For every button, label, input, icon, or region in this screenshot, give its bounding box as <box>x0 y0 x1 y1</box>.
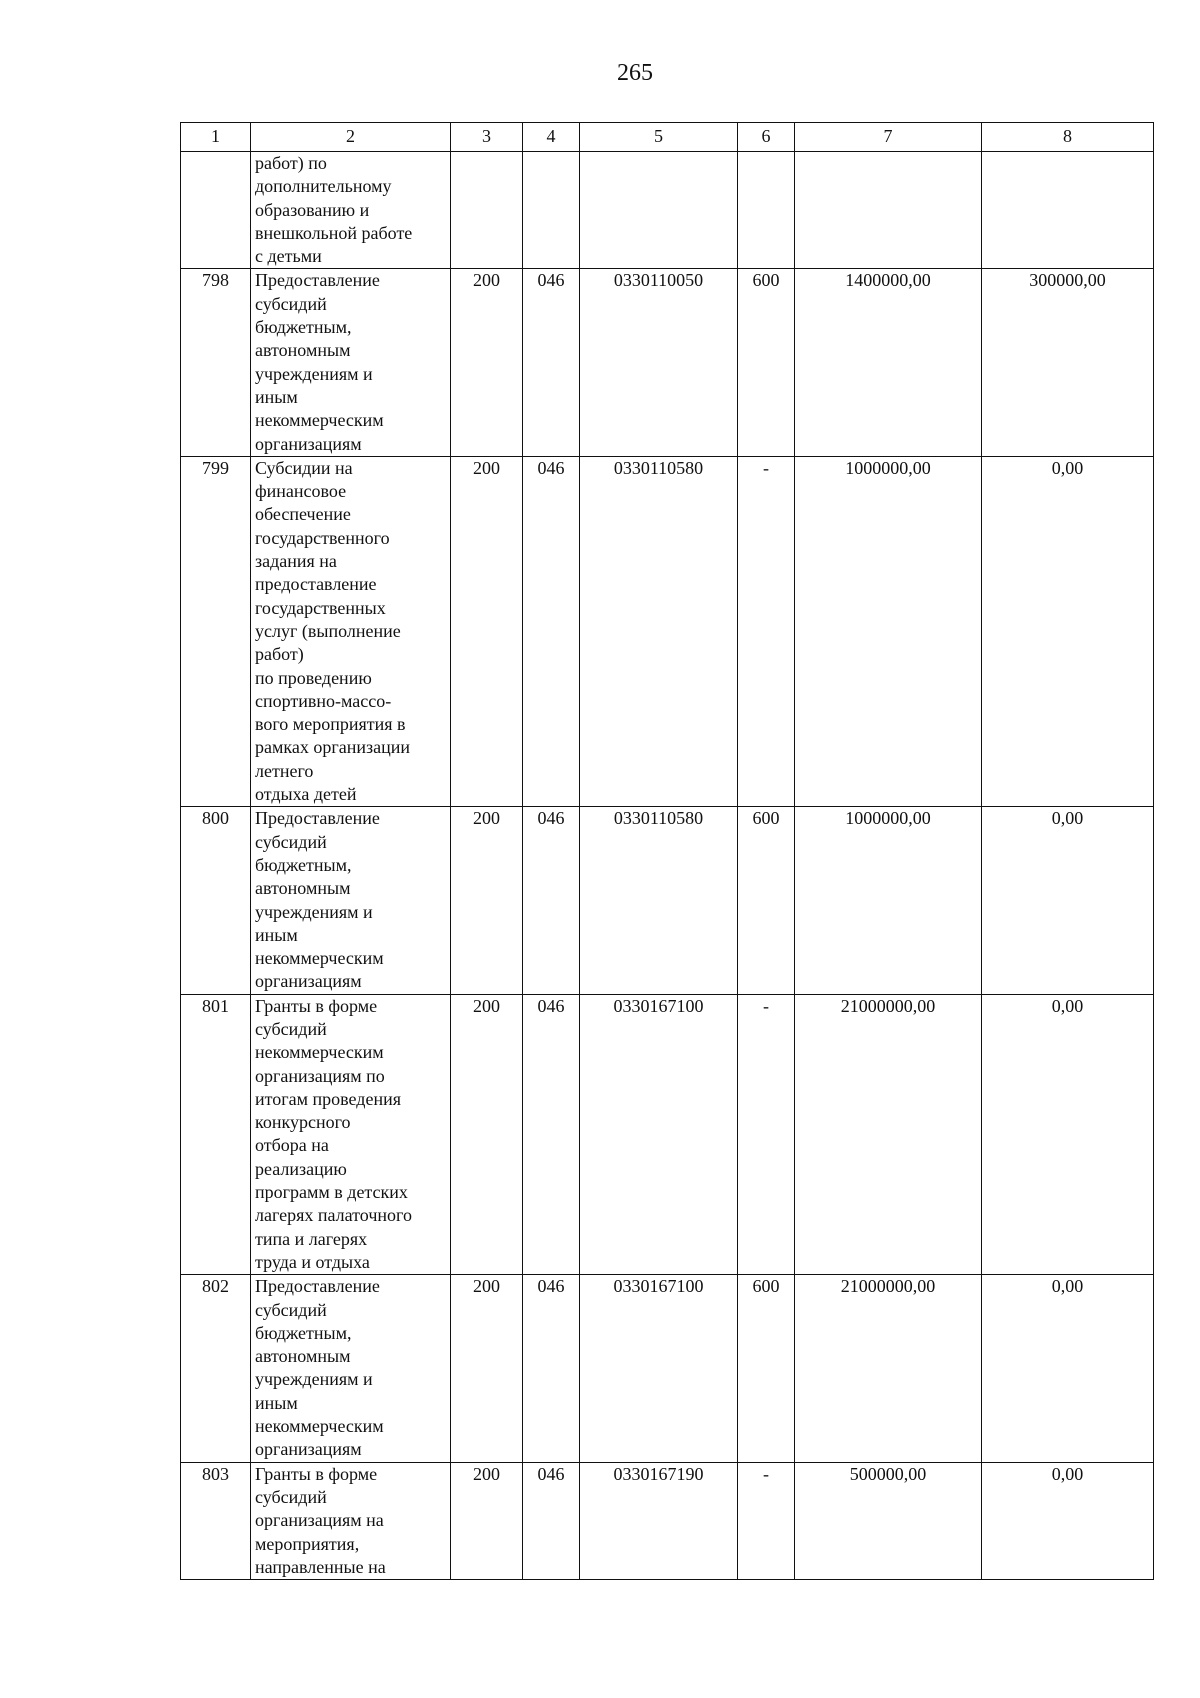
amount-cell: 0,00 <box>982 1462 1154 1579</box>
description-line: Предоставление <box>255 270 380 291</box>
description-line: субсидий <box>255 831 327 852</box>
description-line: с детьми <box>255 246 322 267</box>
description-line: обеспечение <box>255 504 351 525</box>
description-line: внешкольной работе <box>255 222 413 243</box>
column-header: 8 <box>982 123 1154 152</box>
description-line: Гранты в форме <box>255 1463 378 1484</box>
description-cell <box>251 456 451 806</box>
description-line: субсидий <box>255 1486 327 1507</box>
description-line: государственных <box>255 597 386 618</box>
description-line: бюджетным, <box>255 317 352 338</box>
expense-type-cell <box>738 152 795 269</box>
target-article-cell: 0330167100 <box>580 1275 738 1462</box>
amount-cell: 1000000,00 <box>795 807 982 994</box>
description-line: некоммерческим <box>255 1042 384 1063</box>
amount-cell: 1400000,00 <box>795 269 982 456</box>
description-line: конкурсного <box>255 1112 351 1133</box>
description-line: работ) <box>255 644 304 665</box>
row-number-cell: 803 <box>181 1462 251 1579</box>
description-line: предоставление <box>255 574 377 595</box>
ministry-code-cell <box>451 152 523 269</box>
description-line: мероприятия, <box>255 1533 360 1554</box>
description-line: организациям на <box>255 1510 384 1531</box>
amount-cell <box>982 152 1154 269</box>
amount-cell: 0,00 <box>982 456 1154 806</box>
row-number-cell: 800 <box>181 807 251 994</box>
target-article-cell: 0330167190 <box>580 1462 738 1579</box>
description-cell <box>251 269 451 456</box>
description-line: организациям <box>255 1439 362 1460</box>
description-line: программ в детских <box>255 1182 408 1203</box>
table-row <box>181 994 1154 1275</box>
table-row <box>181 1462 1154 1579</box>
description-line: организациям по <box>255 1065 385 1086</box>
column-header: 2 <box>251 123 451 152</box>
expense-type-cell: 600 <box>738 807 795 994</box>
description-line: задания на <box>255 551 337 572</box>
description-line: иным <box>255 1392 298 1413</box>
row-number-cell: 798 <box>181 269 251 456</box>
target-article-cell: 0330110580 <box>580 807 738 994</box>
column-header: 6 <box>738 123 795 152</box>
description-line: иным <box>255 386 298 407</box>
description-line: Гранты в форме <box>255 995 378 1016</box>
description-line: организациям <box>255 433 362 454</box>
description-line: типа и лагерях <box>255 1228 368 1249</box>
description-cell <box>251 152 451 269</box>
expense-type-cell: 600 <box>738 1275 795 1462</box>
description-cell <box>251 807 451 994</box>
description-line: бюджетным, <box>255 1322 352 1343</box>
amount-cell: 0,00 <box>982 807 1154 994</box>
row-number-cell: 799 <box>181 456 251 806</box>
description-line: некоммерческим <box>255 1416 384 1437</box>
description-cell <box>251 994 451 1275</box>
table-body <box>181 152 1154 1580</box>
amount-cell: 0,00 <box>982 1275 1154 1462</box>
description-line: субсидий <box>255 293 327 314</box>
column-header: 5 <box>580 123 738 152</box>
ministry-code-cell: 200 <box>451 456 523 806</box>
description-line: образованию и <box>255 199 370 220</box>
column-header: 3 <box>451 123 523 152</box>
amount-cell: 300000,00 <box>982 269 1154 456</box>
description-line: по проведению <box>255 667 372 688</box>
section-code-cell: 046 <box>523 456 580 806</box>
description-line: итогам проведения <box>255 1088 401 1109</box>
ministry-code-cell: 200 <box>451 1462 523 1579</box>
description-line: отдыха детей <box>255 784 357 805</box>
description-line: некоммерческим <box>255 410 384 431</box>
description-line: услуг (выполнение <box>255 620 401 641</box>
description-line: субсидий <box>255 1299 327 1320</box>
description-line: летнего <box>255 760 314 781</box>
description-line: организациям <box>255 971 362 992</box>
budget-table <box>180 122 1154 1580</box>
description-line: Субсидии на <box>255 457 353 478</box>
header-row <box>181 123 1154 152</box>
target-article-cell <box>580 152 738 269</box>
table-row <box>181 1275 1154 1462</box>
description-line: спортивно-массо- <box>255 690 392 711</box>
amount-cell: 21000000,00 <box>795 994 982 1275</box>
amount-cell <box>795 152 982 269</box>
expense-type-cell: - <box>738 994 795 1275</box>
description-line: рамках организации <box>255 737 410 758</box>
table-row <box>181 269 1154 456</box>
row-number-cell: 801 <box>181 994 251 1275</box>
description-line: реализацию <box>255 1158 347 1179</box>
target-article-cell: 0330167100 <box>580 994 738 1275</box>
description-line: иным <box>255 924 298 945</box>
amount-cell: 1000000,00 <box>795 456 982 806</box>
ministry-code-cell: 200 <box>451 1275 523 1462</box>
description-line: дополнительному <box>255 176 392 197</box>
description-line: субсидий <box>255 1018 327 1039</box>
amount-cell: 500000,00 <box>795 1462 982 1579</box>
row-number-cell: 802 <box>181 1275 251 1462</box>
description-line: отбора на <box>255 1135 329 1156</box>
ministry-code-cell: 200 <box>451 269 523 456</box>
description-cell <box>251 1462 451 1579</box>
target-article-cell: 0330110580 <box>580 456 738 806</box>
column-header: 1 <box>181 123 251 152</box>
description-line: вого мероприятия в <box>255 714 406 735</box>
description-line: бюджетным, <box>255 854 352 875</box>
description-cell <box>251 1275 451 1462</box>
section-code-cell: 046 <box>523 1275 580 1462</box>
expense-type-cell: - <box>738 456 795 806</box>
description-line: работ) по <box>255 153 327 173</box>
ministry-code-cell: 200 <box>451 807 523 994</box>
description-line: учреждениям и <box>255 363 373 384</box>
section-code-cell: 046 <box>523 1462 580 1579</box>
row-number-cell <box>181 152 251 269</box>
description-line: учреждениям и <box>255 901 373 922</box>
section-code-cell <box>523 152 580 269</box>
description-line: учреждениям и <box>255 1369 373 1390</box>
description-line: автономным <box>255 1346 351 1367</box>
amount-cell: 0,00 <box>982 994 1154 1275</box>
description-line: направленные на <box>255 1556 386 1577</box>
section-code-cell: 046 <box>523 269 580 456</box>
description-line: лагерях палаточного <box>255 1205 412 1226</box>
target-article-cell: 0330110050 <box>580 269 738 456</box>
section-code-cell: 046 <box>523 807 580 994</box>
column-header: 7 <box>795 123 982 152</box>
description-line: автономным <box>255 340 351 361</box>
section-code-cell: 046 <box>523 994 580 1275</box>
expense-type-cell: 600 <box>738 269 795 456</box>
description-line: Предоставление <box>255 808 380 829</box>
ministry-code-cell: 200 <box>451 994 523 1275</box>
description-line: Предоставление <box>255 1276 380 1297</box>
description-line: финансовое <box>255 481 347 502</box>
description-line: автономным <box>255 878 351 899</box>
page-number: 265 <box>617 60 653 86</box>
amount-cell: 21000000,00 <box>795 1275 982 1462</box>
table-row <box>181 807 1154 994</box>
description-line: некоммерческим <box>255 948 384 969</box>
expense-type-cell: - <box>738 1462 795 1579</box>
table-row <box>181 152 1154 269</box>
column-header: 4 <box>523 123 580 152</box>
description-line: труда и отдыха <box>255 1251 370 1272</box>
table-row <box>181 456 1154 806</box>
description-line: государственного <box>255 527 390 548</box>
